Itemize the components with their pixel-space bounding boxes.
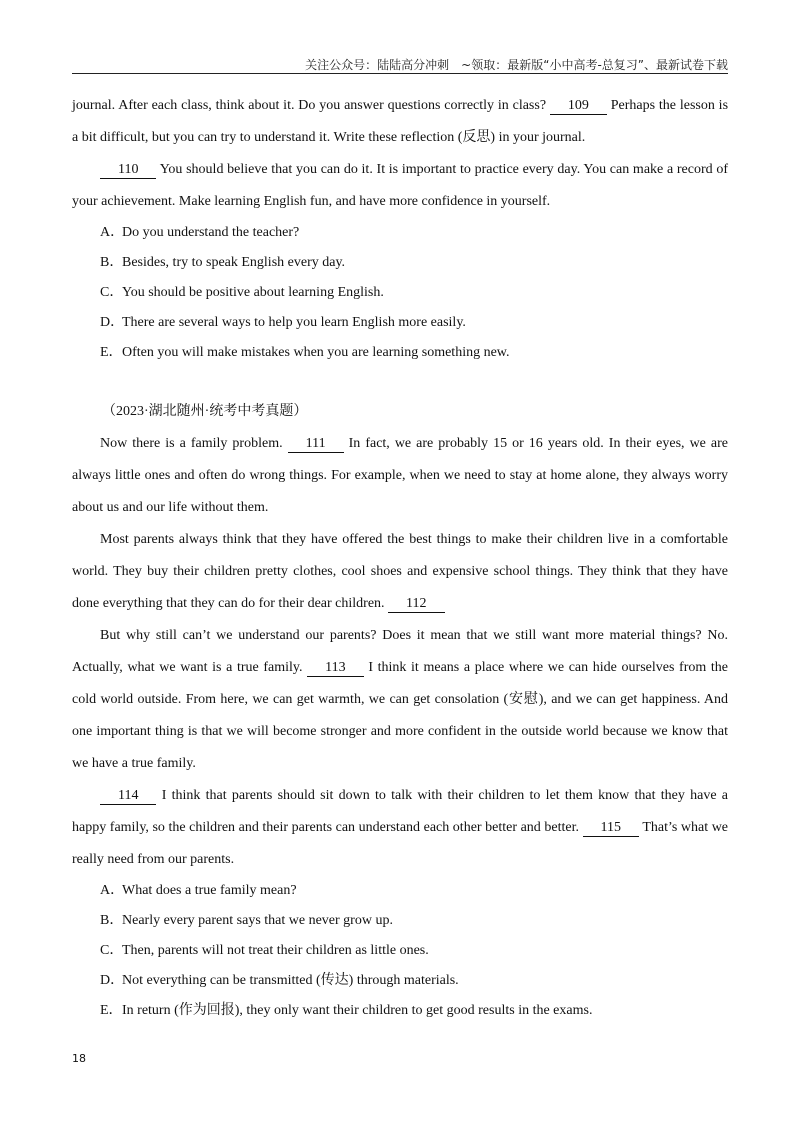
text: That’s what we really need from our parents. bbox=[72, 820, 729, 867]
option-text: Then, parents will not treat their children as little ones. bbox=[122, 943, 429, 958]
paragraph bbox=[72, 620, 728, 780]
option-label: B． bbox=[100, 913, 124, 928]
header-divider bbox=[72, 73, 728, 74]
option-a bbox=[72, 218, 728, 248]
option-e bbox=[72, 996, 728, 1026]
option-text: Besides, try to speak English every day. bbox=[122, 255, 346, 270]
page-number: 18 bbox=[72, 1052, 86, 1065]
blank-112: 112 bbox=[388, 595, 444, 613]
option-label: C． bbox=[100, 943, 124, 958]
option-label: C． bbox=[100, 285, 124, 300]
text: I think it means a place where we can hide ourselves from the cold world outside. From here, we can get warmth, we can get consolation (安慰), and we can get happiness. And one important thing is that we will become stronger and more confident in the outside world because we know that we have a true family. bbox=[72, 660, 729, 771]
paragraph bbox=[72, 428, 728, 524]
text: In fact, we are probably 15 or 16 years old. In their eyes, we are always little ones and often do wrong things. For example, when we need to stay at home alone, they always worry about us and our life without them. bbox=[72, 436, 729, 515]
text: I think that parents should sit down to talk with their children to let them know that they have a happy family, so the children and their parents can understand each other better and better. bbox=[72, 788, 728, 835]
option-label: D． bbox=[100, 315, 125, 330]
option-text: There are several ways to help you learn English more easily. bbox=[122, 315, 466, 330]
option-d bbox=[72, 966, 728, 996]
text: journal. After each class, think about it. Do you answer questions correctly in class? bbox=[72, 98, 547, 113]
option-label: E． bbox=[100, 1003, 123, 1018]
option-b bbox=[72, 248, 728, 278]
blank-113: 113 bbox=[307, 659, 363, 677]
text: Most parents always think that they have offered the best things to make their children live in a comfortable world. They buy their children pretty clothes, cool shoes and expensive school things. They think that they have done everything that they can do for their dear children. bbox=[72, 532, 728, 611]
source-citation: （2023·湖北随州·统考中考真题） bbox=[102, 404, 308, 419]
option-text: You should be positive about learning English. bbox=[122, 285, 384, 300]
text: But why still can’t we understand our parents? Does it mean that we still want more material things? No. Actually, what we want is a true family. bbox=[72, 628, 728, 675]
option-b bbox=[72, 906, 728, 936]
page-header: 关注公众号：陆陆高分冲刺 ~领取：最新版“小中高考-总复习”、最新试卷下载 bbox=[305, 58, 728, 72]
blank-114: 114 bbox=[100, 787, 156, 805]
paragraph bbox=[72, 780, 728, 876]
option-c bbox=[72, 936, 728, 966]
option-c bbox=[72, 278, 728, 308]
option-a bbox=[72, 876, 728, 906]
paragraph bbox=[72, 90, 728, 154]
option-label: D． bbox=[100, 973, 125, 988]
option-text: What does a true family mean? bbox=[122, 883, 297, 898]
paragraph bbox=[72, 154, 728, 218]
text: You should believe that you can do it. It is important to practice every day. You can make a record of your achievement. Make learning English fun, and have more confidence in yourself. bbox=[72, 162, 729, 209]
blank-111: 111 bbox=[288, 435, 344, 453]
option-d bbox=[72, 308, 728, 338]
paragraph bbox=[72, 524, 728, 620]
text: Perhaps the lesson is a bit difficult, but you can try to understand it. Write these reflection (反思) in your journal. bbox=[72, 98, 729, 145]
blank-109: 109 bbox=[550, 97, 607, 115]
option-text: Not everything can be transmitted (传达) through materials. bbox=[122, 973, 459, 988]
option-text: Nearly every parent says that we never grow up. bbox=[122, 913, 393, 928]
option-label: A． bbox=[100, 225, 125, 240]
option-label: B． bbox=[100, 255, 124, 270]
option-e bbox=[72, 338, 728, 368]
option-text: Often you will make mistakes when you are learning something new. bbox=[122, 345, 510, 360]
blank-110: 110 bbox=[100, 161, 156, 179]
option-text: In return (作为回报), they only want their children to get good results in the exams. bbox=[122, 1003, 593, 1018]
text: Now there is a family problem. bbox=[100, 436, 283, 451]
option-label: A． bbox=[100, 883, 125, 898]
page-content bbox=[72, 90, 728, 1026]
option-label: E． bbox=[100, 345, 123, 360]
blank-115: 115 bbox=[583, 819, 639, 837]
option-text: Do you understand the teacher? bbox=[122, 225, 300, 240]
